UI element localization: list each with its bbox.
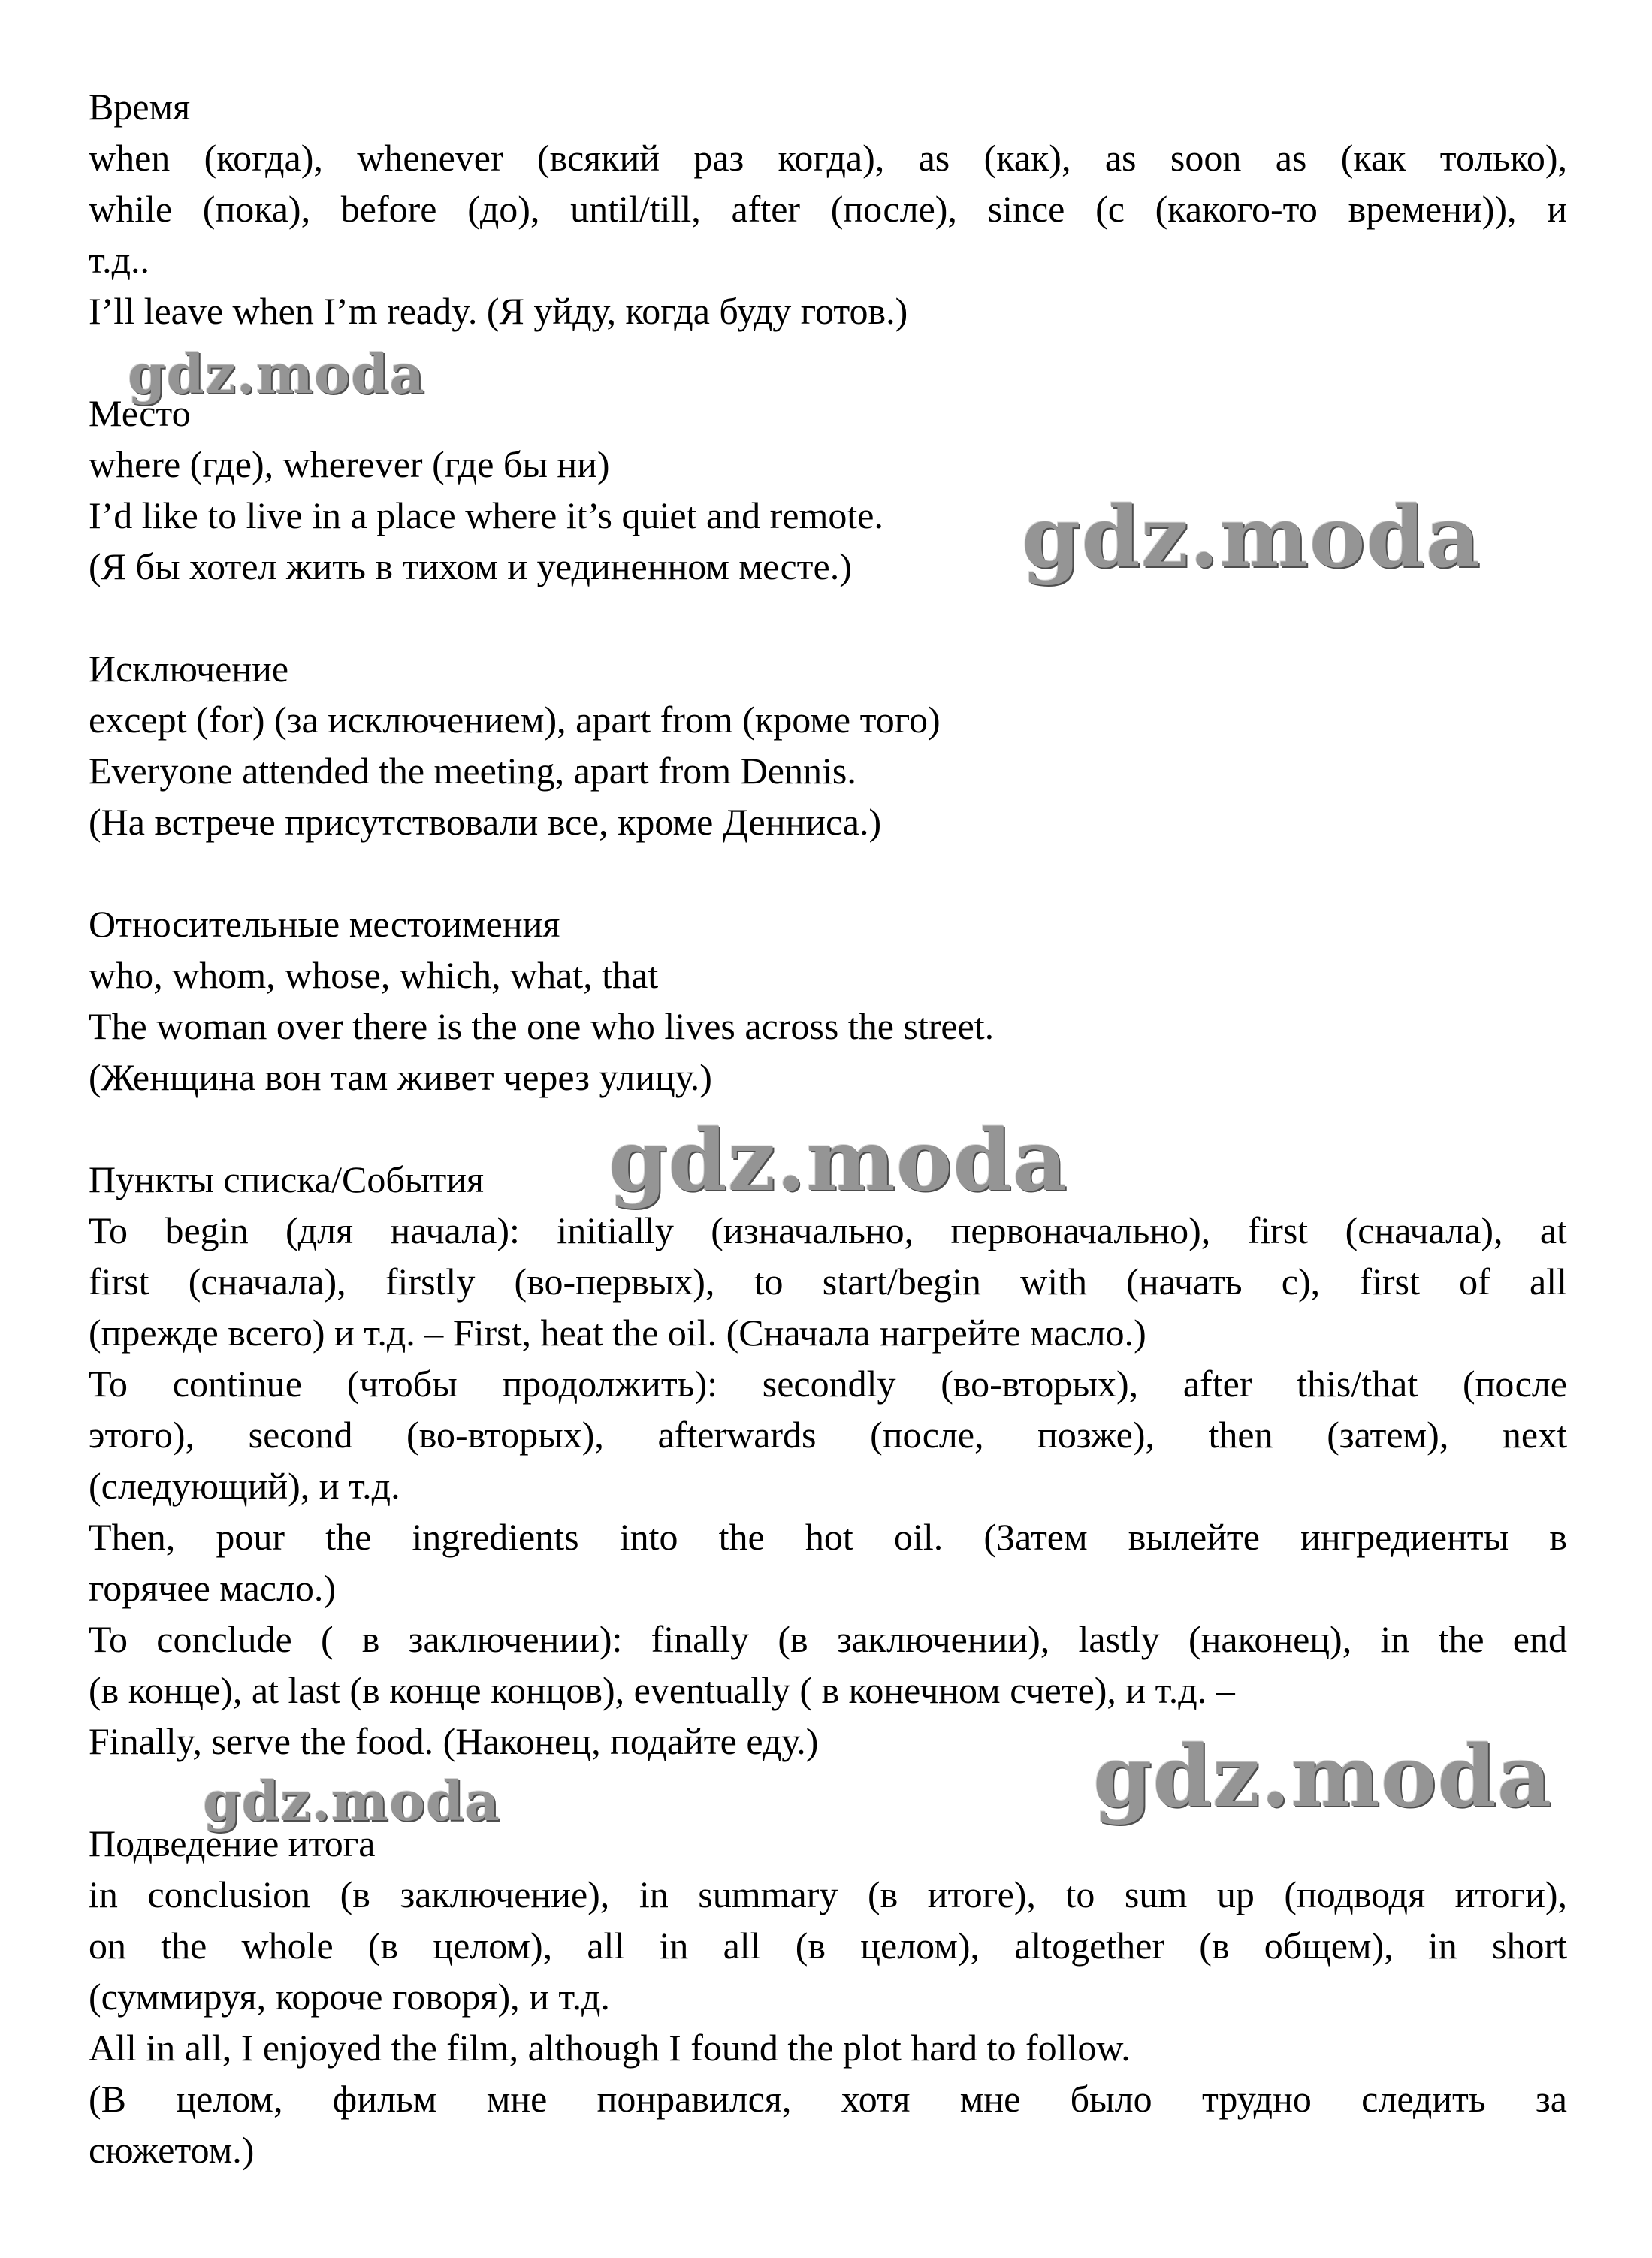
text-line: (в конце), at last (в конце концов), eventually ( в конечном счете), и т.д. –: [89, 1669, 1235, 1711]
text-line: when (когда), whenever (всякий раз когда), as (как), as soon as (как только),: [89, 137, 1567, 179]
section-heading-relative: Относительные местоимения: [89, 903, 560, 945]
spacer: [89, 847, 1567, 898]
text-line: (прежде всего) и т.д. – First, heat the oil. (Сначала нагрейте масло.): [89, 1312, 1146, 1354]
watermark-logo: gdz.moda: [609, 1112, 1068, 1210]
translation: (На встрече присутствовали все, кроме Денниса.): [89, 801, 882, 843]
text-line: in conclusion (в заключение), in summary (в итоге), to sum up (подводя итоги),: [89, 1873, 1567, 1915]
text-line: т.д..: [89, 239, 150, 281]
text-line: (суммируя, короче говоря), и т.д.: [89, 1976, 610, 2018]
watermark-logo: gdz.moda: [203, 1769, 500, 1833]
section-heading-summary: Подведение итога: [89, 1822, 376, 1864]
text-line: where (где), wherever (где бы ни): [89, 443, 610, 485]
example-sentence: The woman over there is the one who lives across the street.: [89, 1005, 995, 1047]
text-line: first (сначала), firstly (во-первых), to start/begin with (начать с), first of all: [89, 1260, 1567, 1303]
example-sentence: All in all, I enjoyed the film, although I found the plot hard to follow.: [89, 2027, 1131, 2069]
translation: (Женщина вон там живет через улицу.): [89, 1056, 712, 1098]
text-line: Finally, serve the food. (Наконец, подайте еду.): [89, 1720, 819, 1762]
example-sentence: I’ll leave when I’m ready. (Я уйду, когда буду готов.): [89, 290, 908, 332]
section-heading-place: Место: [89, 392, 191, 434]
text-line: To begin (для начала): initially (изначально, первоначально), first (сначала), at: [89, 1209, 1567, 1251]
text-line: Then, pour the ingredients into the hot oil. (Затем вылейте ингредиенты в: [89, 1516, 1567, 1558]
text-line: (следующий), и т.д.: [89, 1465, 400, 1507]
text-line: горячее масло.): [89, 1567, 337, 1609]
text-line: except (for) (за исключением), apart from (кроме того): [89, 699, 941, 741]
example-sentence: I’d like to live in a place where it’s quiet and remote.: [89, 494, 883, 536]
spacer: [89, 592, 1567, 643]
text-line: To continue (чтобы продолжить): secondly (во-вторых), after this/that (после: [89, 1363, 1567, 1405]
watermark-logo: gdz.moda: [1022, 488, 1481, 587]
example-sentence: Everyone attended the meeting, apart from Dennis.: [89, 750, 856, 792]
text-line: этого), second (во-вторых), afterwards (после, позже), then (затем), next: [89, 1414, 1567, 1456]
text-line: who, whom, whose, which, what, that: [89, 954, 659, 996]
text-line: on the whole (в целом), all in all (в целом), altogether (в общем), in short: [89, 1924, 1567, 1967]
section-heading-exception: Исключение: [89, 648, 289, 690]
watermark-logo: gdz.moda: [1093, 1728, 1553, 1826]
translation: (Я бы хотел жить в тихом и уединенном месте.): [89, 545, 852, 587]
text-line: To conclude ( в заключении): finally (в заключении), lastly (наконец), in the end: [89, 1618, 1567, 1660]
section-heading-time: Время: [89, 86, 191, 128]
translation: (В целом, фильм мне понравился, хотя мне было трудно следить за: [89, 2078, 1567, 2120]
translation: сюжетом.): [89, 2129, 255, 2171]
section-heading-listing: Пункты списка/События: [89, 1158, 484, 1200]
text-line: while (пока), before (до), until/till, after (после), since (с (какого-то времени)), и: [89, 188, 1567, 230]
watermark-logo: gdz.moda: [128, 342, 425, 406]
